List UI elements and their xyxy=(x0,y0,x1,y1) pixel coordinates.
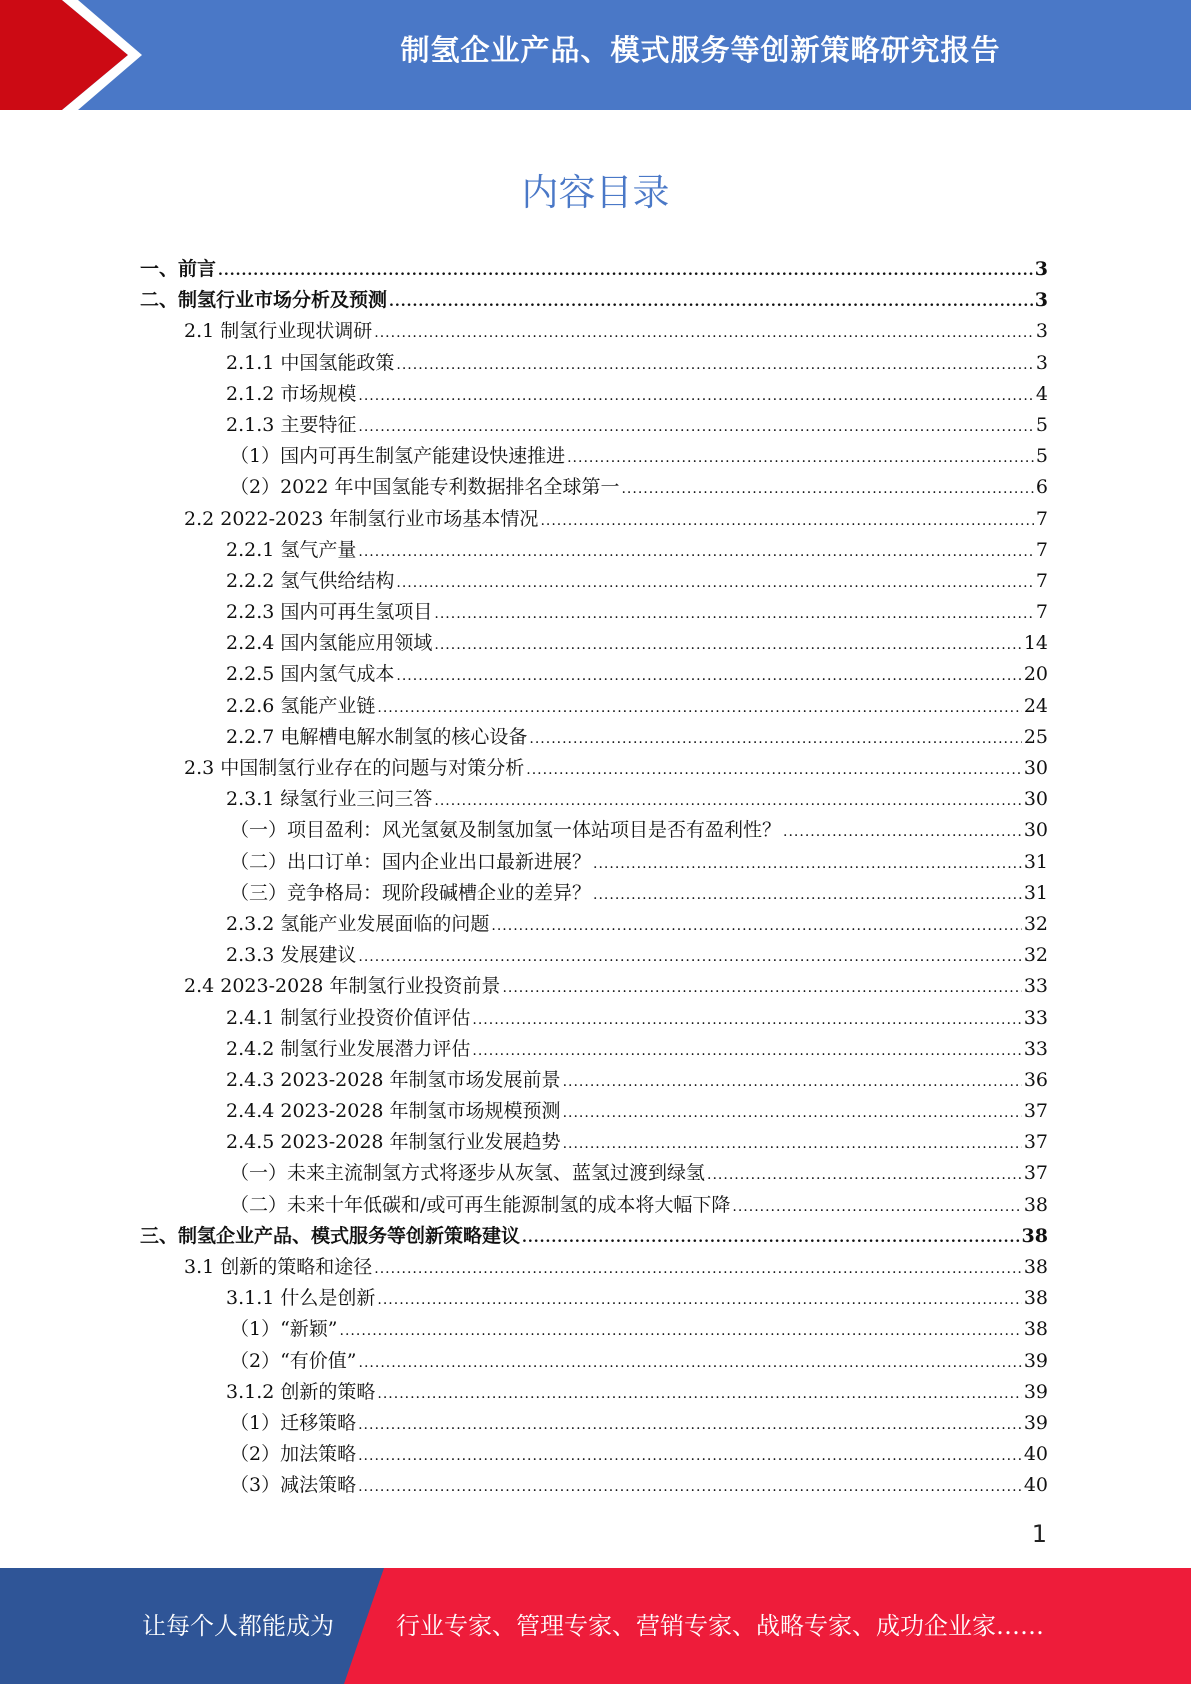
toc-dot-leader xyxy=(389,287,1033,318)
toc-entry[interactable] xyxy=(140,316,1048,347)
toc-dot-leader xyxy=(491,911,1021,942)
toc-entry[interactable] xyxy=(140,722,1048,753)
toc-entry-page: 33 xyxy=(1023,1037,1048,1060)
toc-dot-leader xyxy=(593,849,1022,880)
toc-entry[interactable] xyxy=(140,1127,1048,1158)
toc-entry-page: 3 xyxy=(1035,351,1048,374)
toc-entry-page: 30 xyxy=(1023,788,1048,811)
toc-entry-page: 24 xyxy=(1023,694,1048,717)
toc-entry-title: （2）2022 年中国氢能专利数据排名全球第一 xyxy=(230,476,620,499)
toc-entry[interactable] xyxy=(140,1096,1048,1127)
toc-entry-page: 3 xyxy=(1035,320,1048,343)
toc-entry[interactable] xyxy=(140,254,1048,285)
toc-entry-title: 2.1.3 主要特征 xyxy=(226,413,357,436)
toc-entry-title: 二、制氢行业市场分析及预测 xyxy=(140,289,388,312)
toc-dot-leader xyxy=(593,880,1022,911)
toc-dot-leader xyxy=(434,599,1034,630)
toc-entry[interactable] xyxy=(140,815,1048,846)
toc-entry[interactable] xyxy=(140,379,1048,410)
toc-entry[interactable] xyxy=(140,1314,1048,1345)
toc-dot-leader xyxy=(732,1192,1021,1223)
toc-entry-title: 2.3.2 氢能产业发展面临的问题 xyxy=(226,912,490,935)
toc-entry-page: 14 xyxy=(1023,632,1048,655)
toc-entry-title: 2.2.4 国内氢能应用领域 xyxy=(226,632,433,655)
toc-dot-leader xyxy=(707,1160,1022,1191)
toc-entry-title: 2.2.7 电解槽电解水制氢的核心设备 xyxy=(226,725,528,748)
toc-entry[interactable] xyxy=(140,1439,1048,1470)
toc-entry-page: 40 xyxy=(1023,1443,1048,1466)
toc-entry[interactable] xyxy=(140,410,1048,441)
toc-entry-title: 3.1.2 创新的策略 xyxy=(226,1380,376,1403)
toc-entry-page: 6 xyxy=(1035,476,1048,499)
toc-entry[interactable] xyxy=(140,441,1048,472)
toc-entry-page: 37 xyxy=(1023,1162,1048,1185)
toc-dot-leader xyxy=(374,318,1034,349)
toc-entry-title: 三、制氢企业产品、模式服务等创新策略建议 xyxy=(140,1224,521,1247)
toc-entry-title: （1）“新颖” xyxy=(230,1318,338,1341)
toc-entry-title: 2.2.3 国内可再生氢项目 xyxy=(226,601,433,624)
toc-entry[interactable] xyxy=(140,909,1048,940)
toc-entry[interactable] xyxy=(140,472,1048,503)
toc-entry-page: 7 xyxy=(1035,538,1048,561)
toc-entry-page: 37 xyxy=(1023,1100,1048,1123)
toc-entry[interactable] xyxy=(140,971,1048,1002)
toc-dot-leader xyxy=(621,474,1033,505)
toc-entry[interactable] xyxy=(140,1221,1048,1252)
toc-entry-page: 7 xyxy=(1035,569,1048,592)
toc-entry-title: 2.2.5 国内氢气成本 xyxy=(226,663,395,686)
toc-entry-title: （三）竞争格局：现阶段碱槽企业的差异？ xyxy=(230,881,592,904)
toc-dot-leader xyxy=(340,1316,1022,1347)
toc-entry-page: 32 xyxy=(1023,912,1048,935)
toc-entry-title: （二）出口订单：国内企业出口最新进展？ xyxy=(230,850,592,873)
toc-entry[interactable] xyxy=(140,285,1048,316)
toc-entry-page: 33 xyxy=(1023,1006,1048,1029)
toc-entry-page: 7 xyxy=(1035,507,1048,530)
toc-dot-leader xyxy=(522,1223,1020,1254)
toc-heading: 内容目录 xyxy=(521,171,670,214)
toc-entry[interactable] xyxy=(140,753,1048,784)
toc-dot-leader xyxy=(377,1285,1021,1316)
toc-entry-title: 2.2.1 氢气产量 xyxy=(226,538,357,561)
toc-entry-title: （一）项目盈利：风光氢氨及制氢加氢一体站项目是否有盈利性？ xyxy=(230,819,782,842)
table-of-contents xyxy=(140,254,1048,1502)
toc-entry-title: 2.1 制氢行业现状调研 xyxy=(184,320,373,343)
toc-dot-leader xyxy=(359,1348,1022,1379)
toc-entry-title: 2.4.1 制氢行业投资价值评估 xyxy=(226,1006,471,1029)
toc-dot-leader xyxy=(434,786,1021,817)
toc-dot-leader xyxy=(377,693,1021,724)
toc-entry-title: 2.4.4 2023-2028 年制氢市场规模预测 xyxy=(226,1100,561,1123)
toc-dot-leader xyxy=(396,661,1021,692)
header-arrow-icon xyxy=(0,0,150,110)
toc-entry-page: 3 xyxy=(1034,258,1048,280)
toc-entry-page: 33 xyxy=(1023,975,1048,998)
toc-entry[interactable] xyxy=(140,1470,1048,1501)
toc-dot-leader xyxy=(358,537,1034,568)
header-banner xyxy=(0,0,1191,110)
toc-entry[interactable] xyxy=(140,628,1048,659)
toc-entry-title: （1）迁移策略 xyxy=(230,1411,357,1434)
footer-slogan-right: 行业专家、管理专家、营销专家、战略专家、成功企业家…… xyxy=(396,1612,1044,1640)
toc-entry-page: 5 xyxy=(1035,445,1048,468)
toc-entry-title: 2.1.1 中国氢能政策 xyxy=(226,351,395,374)
toc-entry-title: 2.4.5 2023-2028 年制氢行业发展趋势 xyxy=(226,1131,561,1154)
toc-dot-leader xyxy=(358,381,1034,412)
footer-slogan-left: 让每个人都能成为 xyxy=(142,1612,334,1640)
toc-entry-page: 30 xyxy=(1023,819,1048,842)
toc-dot-leader xyxy=(540,506,1033,537)
toc-entry-title: 2.1.2 市场规模 xyxy=(226,382,357,405)
toc-entry[interactable] xyxy=(140,1377,1048,1408)
toc-entry-page: 39 xyxy=(1023,1380,1048,1403)
toc-entry-title: 2.2 2022-2023 年制氢行业市场基本情况 xyxy=(184,507,539,530)
toc-dot-leader xyxy=(358,1410,1022,1441)
toc-entry-page: 39 xyxy=(1023,1411,1048,1434)
toc-entry-title: 2.4 2023-2028 年制氢行业投资前景 xyxy=(184,975,501,998)
toc-entry-page: 20 xyxy=(1023,663,1048,686)
toc-entry-page: 37 xyxy=(1023,1131,1048,1154)
toc-dot-leader xyxy=(374,1254,1022,1285)
toc-entry-page: 39 xyxy=(1023,1349,1048,1372)
toc-entry-page: 38 xyxy=(1023,1318,1048,1341)
toc-entry-title: 2.3.3 发展建议 xyxy=(226,944,357,967)
toc-entry-title: 2.3.1 绿氢行业三问三答 xyxy=(226,788,433,811)
toc-dot-leader xyxy=(567,443,1034,474)
toc-entry[interactable] xyxy=(140,1034,1048,1065)
toc-entry[interactable] xyxy=(140,1190,1048,1221)
toc-entry-title: 2.4.2 制氢行业发展潜力评估 xyxy=(226,1037,471,1060)
toc-dot-leader xyxy=(783,817,1022,848)
toc-entry[interactable] xyxy=(140,566,1048,597)
toc-dot-leader xyxy=(218,256,1033,287)
toc-entry-title: （1）国内可再生制氢产能建设快速推进 xyxy=(230,445,566,468)
toc-entry[interactable] xyxy=(140,847,1048,878)
toc-dot-leader xyxy=(396,350,1034,381)
toc-entry-page: 32 xyxy=(1023,944,1048,967)
toc-dot-leader xyxy=(529,724,1021,755)
toc-dot-leader xyxy=(358,1441,1022,1472)
toc-entry[interactable] xyxy=(140,1158,1048,1189)
toc-dot-leader xyxy=(472,1005,1021,1036)
toc-dot-leader xyxy=(434,630,1021,661)
toc-entry-page: 38 xyxy=(1023,1193,1048,1216)
toc-entry[interactable] xyxy=(140,659,1048,690)
toc-entry-page: 40 xyxy=(1023,1474,1048,1497)
page-number: 1 xyxy=(1031,1520,1047,1548)
toc-entry[interactable] xyxy=(140,348,1048,379)
toc-entry-title: （2）“有价值” xyxy=(230,1349,357,1372)
toc-entry-title: 2.2.6 氢能产业链 xyxy=(226,694,376,717)
toc-entry-title: 2.4.3 2023-2028 年制氢市场发展前景 xyxy=(226,1068,561,1091)
toc-dot-leader xyxy=(563,1129,1022,1160)
toc-dot-leader xyxy=(563,1098,1022,1129)
toc-entry-title: 2.3 中国制氢行业存在的问题与对策分析 xyxy=(184,757,525,779)
toc-entry-title: 2.2.2 氢气供给结构 xyxy=(226,569,395,592)
toc-entry[interactable] xyxy=(140,940,1048,971)
toc-entry[interactable] xyxy=(140,784,1048,815)
toc-entry-title: 3.1.1 什么是创新 xyxy=(226,1287,376,1310)
toc-entry-title: （3）减法策略 xyxy=(230,1474,357,1497)
toc-entry-page: 7 xyxy=(1035,601,1048,624)
toc-entry[interactable] xyxy=(140,535,1048,566)
toc-entry[interactable] xyxy=(140,1408,1048,1439)
toc-entry-title: 3.1 创新的策略和途径 xyxy=(184,1256,373,1278)
toc-dot-leader xyxy=(358,942,1021,973)
toc-dot-leader xyxy=(377,1379,1021,1410)
toc-entry-page: 25 xyxy=(1023,725,1048,748)
toc-entry[interactable] xyxy=(140,1003,1048,1034)
toc-entry-title: 一、前言 xyxy=(140,258,217,280)
toc-entry[interactable] xyxy=(140,504,1048,535)
toc-entry-page: 38 xyxy=(1023,1287,1048,1310)
toc-entry-page: 38 xyxy=(1023,1256,1048,1278)
toc-dot-leader xyxy=(396,568,1034,599)
toc-entry[interactable] xyxy=(140,878,1048,909)
toc-dot-leader xyxy=(526,755,1022,786)
toc-entry-page: 4 xyxy=(1035,382,1048,405)
toc-entry-page: 5 xyxy=(1035,413,1048,436)
toc-entry[interactable] xyxy=(140,597,1048,628)
toc-entry-title: （二）未来十年低碳和/或可再生能源制氢的成本将大幅下降 xyxy=(230,1193,731,1216)
toc-dot-leader xyxy=(358,412,1034,443)
toc-entry-page: 3 xyxy=(1034,289,1048,312)
toc-entry-page: 31 xyxy=(1023,881,1048,904)
toc-entry[interactable] xyxy=(140,1252,1048,1283)
toc-dot-leader xyxy=(358,1472,1022,1503)
toc-entry[interactable] xyxy=(140,1346,1048,1377)
toc-dot-leader xyxy=(563,1067,1022,1098)
footer-banner xyxy=(0,1568,1191,1684)
toc-entry[interactable] xyxy=(140,1283,1048,1314)
report-title: 制氢企业产品、模式服务等创新策略研究报告 xyxy=(400,33,1001,67)
toc-entry[interactable] xyxy=(140,691,1048,722)
toc-entry-page: 31 xyxy=(1023,850,1048,873)
toc-entry[interactable] xyxy=(140,1065,1048,1096)
toc-entry-title: （2）加法策略 xyxy=(230,1443,357,1466)
toc-dot-leader xyxy=(472,1036,1021,1067)
toc-entry-title: （一）未来主流制氢方式将逐步从灰氢、蓝氢过渡到绿氢 xyxy=(230,1162,706,1185)
toc-entry-page: 38 xyxy=(1021,1224,1048,1247)
toc-dot-leader xyxy=(502,973,1021,1004)
toc-entry-page: 30 xyxy=(1023,757,1048,779)
toc-entry-page: 36 xyxy=(1023,1068,1048,1091)
